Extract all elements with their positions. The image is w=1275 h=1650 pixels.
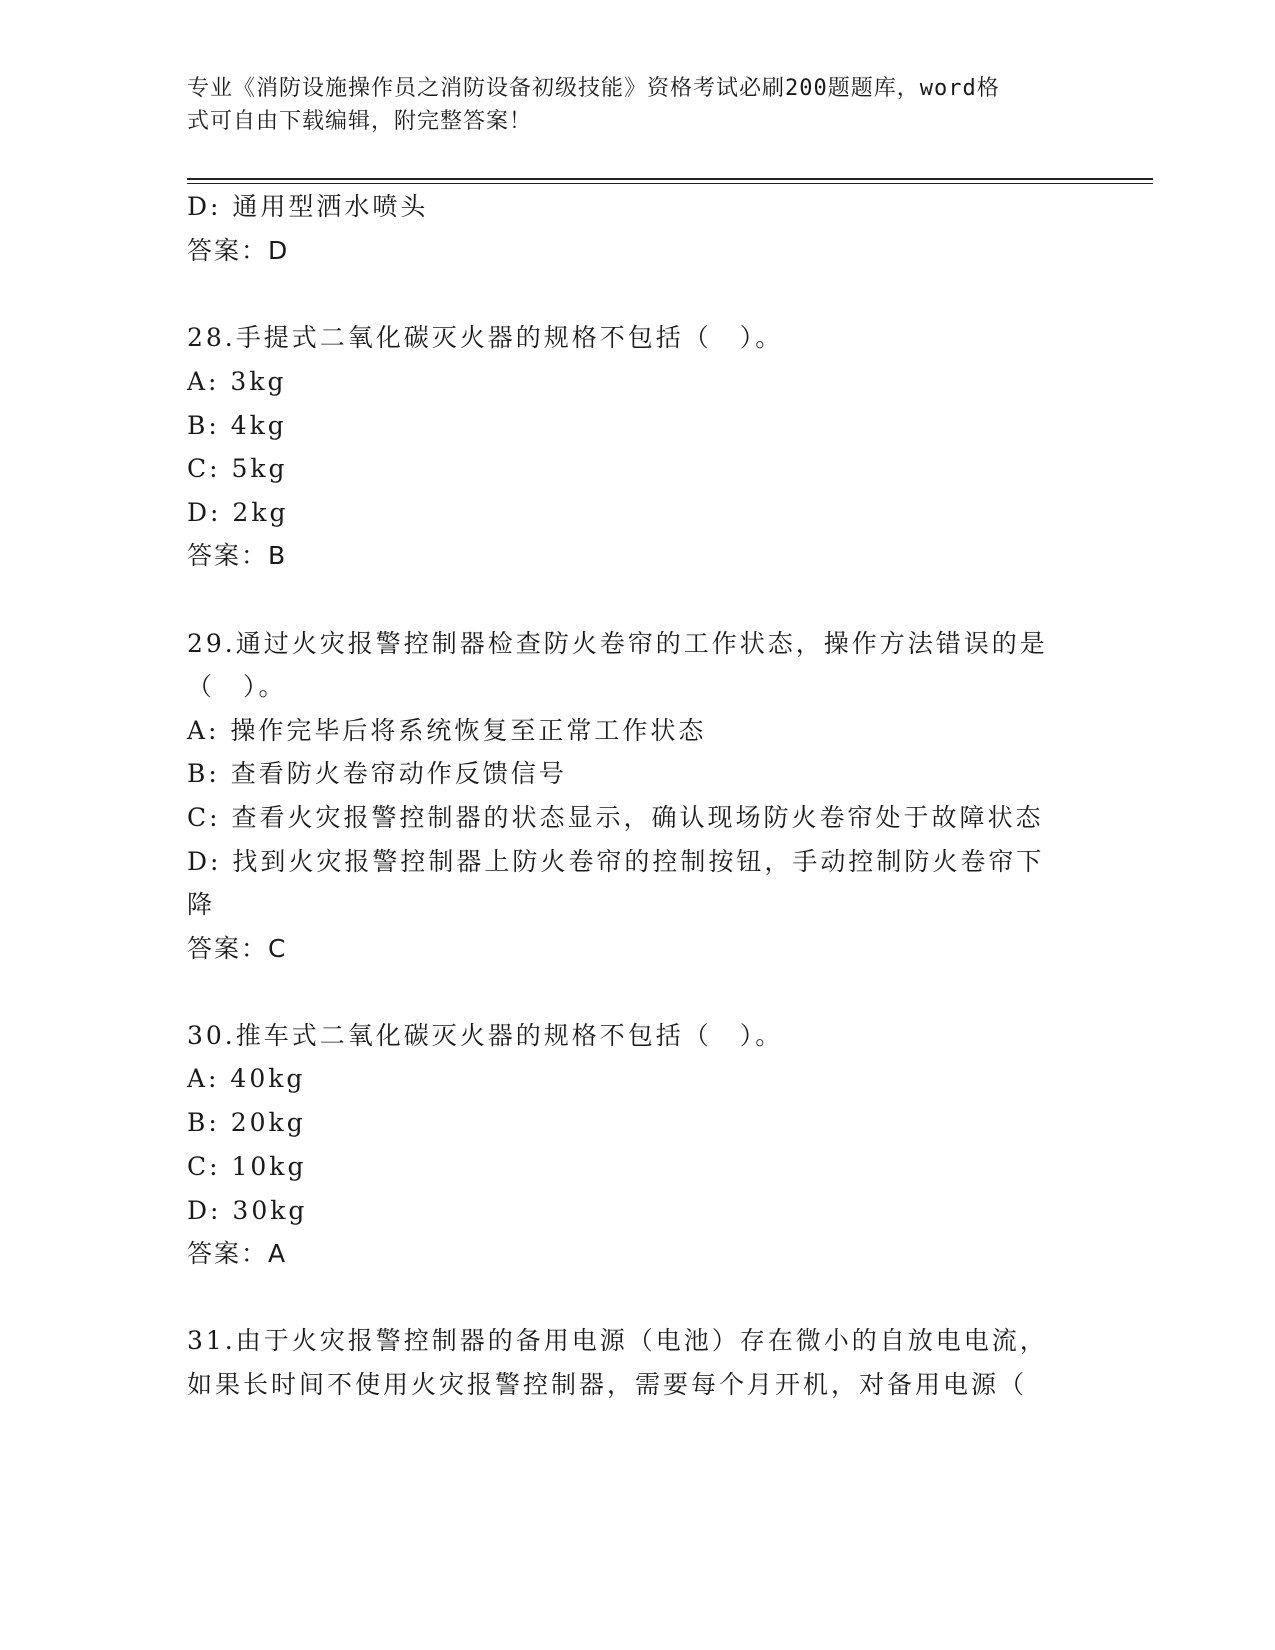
header-divider-thin <box>187 183 1153 184</box>
answer-line: 答案：C <box>187 934 288 963</box>
question-stem: 30.推车式二氧化碳灭火器的规格不包括（ ）。 <box>187 1021 784 1050</box>
option-d-line-1: D: 找到火灾报警控制器上防火卷帘的控制按钮，手动控制防火卷帘下 <box>187 847 1045 876</box>
question-stem-line-1: 29.通过火灾报警控制器检查防火卷帘的工作状态，操作方法错误的是 <box>187 629 1048 658</box>
option-b: B: 查看防火卷帘动作反馈信号 <box>187 759 567 788</box>
question-stem-line-2: 如果长时间不使用火灾报警控制器，需要每个月开机，对备用电源（ <box>187 1370 1028 1399</box>
answer-line: 答案：A <box>187 1239 288 1268</box>
question-stem-line-2: （ ）。 <box>187 672 287 701</box>
option-c: C: 查看火灾报警控制器的状态显示，确认现场防火卷帘处于故障状态 <box>187 803 1044 832</box>
option-a: A: 操作完毕后将系统恢复至正常工作状态 <box>187 716 707 745</box>
option-c: C: 5kg <box>187 454 288 483</box>
header-text <box>187 72 1067 138</box>
option-d: D: 2kg <box>187 498 289 527</box>
option-a: A: 3kg <box>187 367 287 396</box>
header-line-2: 式可自由下载编辑，附完整答案！ <box>187 109 533 134</box>
option-d: D: 30kg <box>187 1196 308 1225</box>
question-stem: 28.手提式二氧化碳灭火器的规格不包括（ ）。 <box>187 323 784 352</box>
question-stem-line-1: 31.由于火灾报警控制器的备用电源（电池）存在微小的自放电电流， <box>187 1326 1048 1355</box>
header-divider-thick <box>187 178 1153 180</box>
answer-line: 答案：B <box>187 541 288 570</box>
header-line-1: 专业《消防设施操作员之消防设备初级技能》资格考试必刷200题题库，word格 <box>187 76 1000 101</box>
option-c: C: 10kg <box>187 1152 307 1181</box>
answer-line: 答案：D <box>187 236 290 265</box>
option-d: D: 通用型洒水喷头 <box>187 192 429 221</box>
option-a: A: 40kg <box>187 1064 306 1093</box>
option-d-line-2: 降 <box>187 890 216 919</box>
option-b: B: 4kg <box>187 411 287 440</box>
option-b: B: 20kg <box>187 1108 306 1137</box>
